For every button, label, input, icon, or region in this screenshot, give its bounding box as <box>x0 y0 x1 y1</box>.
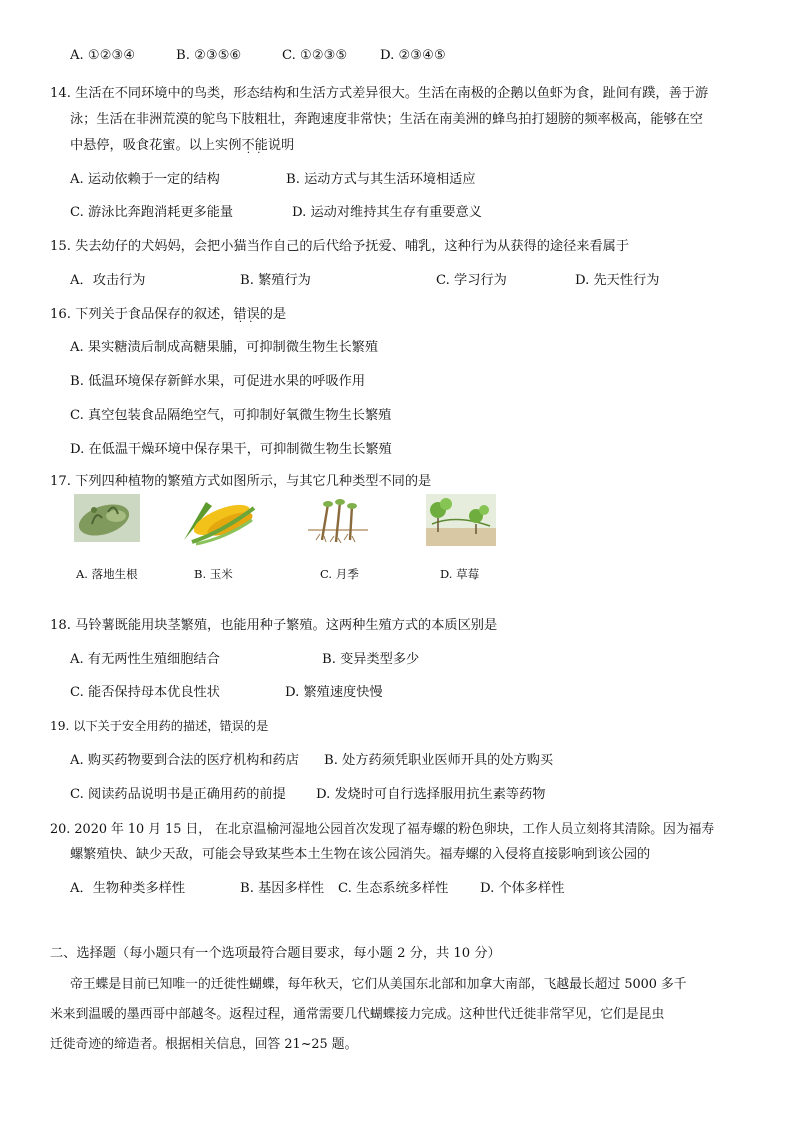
q20-option-b: B. 基因多样性 <box>240 881 325 896</box>
q13-option-c: C. ①②③⑤ <box>282 48 348 63</box>
figure-kalanchoe <box>74 494 144 542</box>
section2-passage-line2: 米来到温暖的墨西哥中部越冬。返程过程，通常需要几代蝴蝶接力完成。这种世代迁徙非常罕见，它们是昆虫 <box>50 1007 665 1022</box>
q14-stem-line3: 中悬停，吸食花蜜。以上实例不能 · ·说明 <box>70 136 294 156</box>
q13-option-d: D. ②③④⑤ <box>380 48 446 63</box>
q13-option-a: A. ①②③④ <box>70 48 136 63</box>
q19-option-a: A. 购买药物要到合法的医疗机构和药店 <box>70 753 299 768</box>
emphasis-wrong: 错误 <box>219 719 244 733</box>
rose-cutting-icon <box>306 494 370 546</box>
q17-figure-row <box>74 494 524 584</box>
q19-option-c: C. 阅读药品说明书是正确用药的前提 <box>70 787 286 802</box>
q18-option-d: D. 繁殖速度快慢 <box>285 685 383 700</box>
section2-passage-line3: 迁徙奇迹的缔造者。根据相关信息，回答 21~25 题。 <box>50 1037 358 1052</box>
q20-option-d: D. 个体多样性 <box>480 881 565 896</box>
figure-strawberry <box>426 494 496 546</box>
q18-option-a: A. 有无两性生殖细胞结合 <box>70 652 220 667</box>
q17-caption-a: A. 落地生根 <box>76 567 138 581</box>
q17-caption-b: B. 玉米 <box>194 567 233 581</box>
strawberry-runner-icon <box>426 494 496 546</box>
figure-corn <box>182 494 252 546</box>
q19-option-b: B. 处方药须凭职业医师开具的处方购买 <box>324 753 554 768</box>
q14-option-b: B. 运动方式与其生活环境相适应 <box>286 172 476 187</box>
emphasis-wrong: 错误 · · <box>233 305 259 325</box>
q15-stem: 15. 失去幼仔的犬妈妈，会把小猫当作自己的后代给予抚爱、哺乳，这种行为从获得的途径来看属于 <box>50 239 630 254</box>
q15-option-d: D. 先天性行为 <box>575 273 660 288</box>
corn-icon <box>182 494 256 546</box>
q18-option-b: B. 变异类型多少 <box>322 652 420 667</box>
q17-caption-d: D. 草莓 <box>440 567 480 581</box>
q16-option-c: C. 真空包装食品隔绝空气，可抑制好氧微生物生长繁殖 <box>70 408 392 423</box>
q19-option-d: D. 发烧时可自行选择服用抗生素等药物 <box>316 787 546 802</box>
q19-stem: 19. 以下关于安全用药的描述，错误的是 <box>50 716 268 736</box>
q13-option-b: B. ②③⑤⑥ <box>176 48 242 63</box>
emphasis-not-able: 不能 · · <box>241 136 267 156</box>
q16-stem: 16. 下列关于食品保存的叙述，错误 · ·的是 <box>50 305 286 325</box>
q17-stem: 17. 下列四种植物的繁殖方式如图所示，与其它几种类型不同的是 <box>50 474 432 489</box>
q16-option-b: B. 低温环境保存新鲜水果，可促进水果的呼吸作用 <box>70 374 366 389</box>
kalanchoe-leaf-icon <box>74 494 140 542</box>
q16-option-a: A. 果实糖渍后制成高糖果脯，可抑制微生物生长繁殖 <box>70 340 379 355</box>
q18-option-c: C. 能否保持母本优良性状 <box>70 685 220 700</box>
q15-option-c: C. 学习行为 <box>436 273 507 288</box>
q14-option-a: A. 运动依赖于一定的结构 <box>70 172 220 187</box>
q17-caption-c: C. 月季 <box>320 567 359 581</box>
q15-option-a: A．攻击行为 <box>70 273 146 288</box>
q14-stem-line2: 泳；生活在非洲荒漠的鸵鸟下肢粗壮，奔跑速度非常快；生活在南美洲的蜂鸟拍打翅膀的频率极高，能够在空 <box>70 112 703 127</box>
section2-passage-line1: 帝王蝶是目前已知唯一的迁徙性蝴蝶，每年秋天，它们从美国东北部和加拿大南部，飞越最长超过 5000 多千 <box>70 977 687 992</box>
q14-option-d: D. 运动对维持其生存有重要意义 <box>292 205 482 220</box>
q18-stem: 18. 马铃薯既能用块茎繁殖，也能用种子繁殖。这两种生殖方式的本质区别是 <box>50 618 498 633</box>
q20-option-c: C. 生态系统多样性 <box>338 881 449 896</box>
q16-option-d: D. 在低温干燥环境中保存果干，可抑制微生物生长繁殖 <box>70 442 392 457</box>
figure-rose-cutting <box>306 494 376 546</box>
q20-stem-line1: 20. 2020 年 10 月 15 日， 在北京温榆河湿地公园首次发现了福寿螺的粉色卵块，工作人员立刻将其清除。因为福寿 <box>50 822 715 837</box>
q20-option-a: A．生物种类多样性 <box>70 881 186 896</box>
q14-stem-line1: 14. 生活在不同环境中的鸟类，形态结构和生活方式差异很大。生活在南极的企鹅以鱼虾为食，趾间有蹼，善于游 <box>50 86 709 101</box>
q15-option-b: B. 繁殖行为 <box>240 273 311 288</box>
q20-stem-line2: 螺繁殖快、缺少天敌，可能会导致某些本土生物在该公园消失。福寿螺的入侵将直接影响到该公园的 <box>70 847 651 862</box>
section2-heading: 二、选择题（每小题只有一个选项最符合题目要求，每小题 2 分，共 10 分） <box>50 946 501 961</box>
q14-option-c: C. 游泳比奔跑消耗更多能量 <box>70 205 234 220</box>
